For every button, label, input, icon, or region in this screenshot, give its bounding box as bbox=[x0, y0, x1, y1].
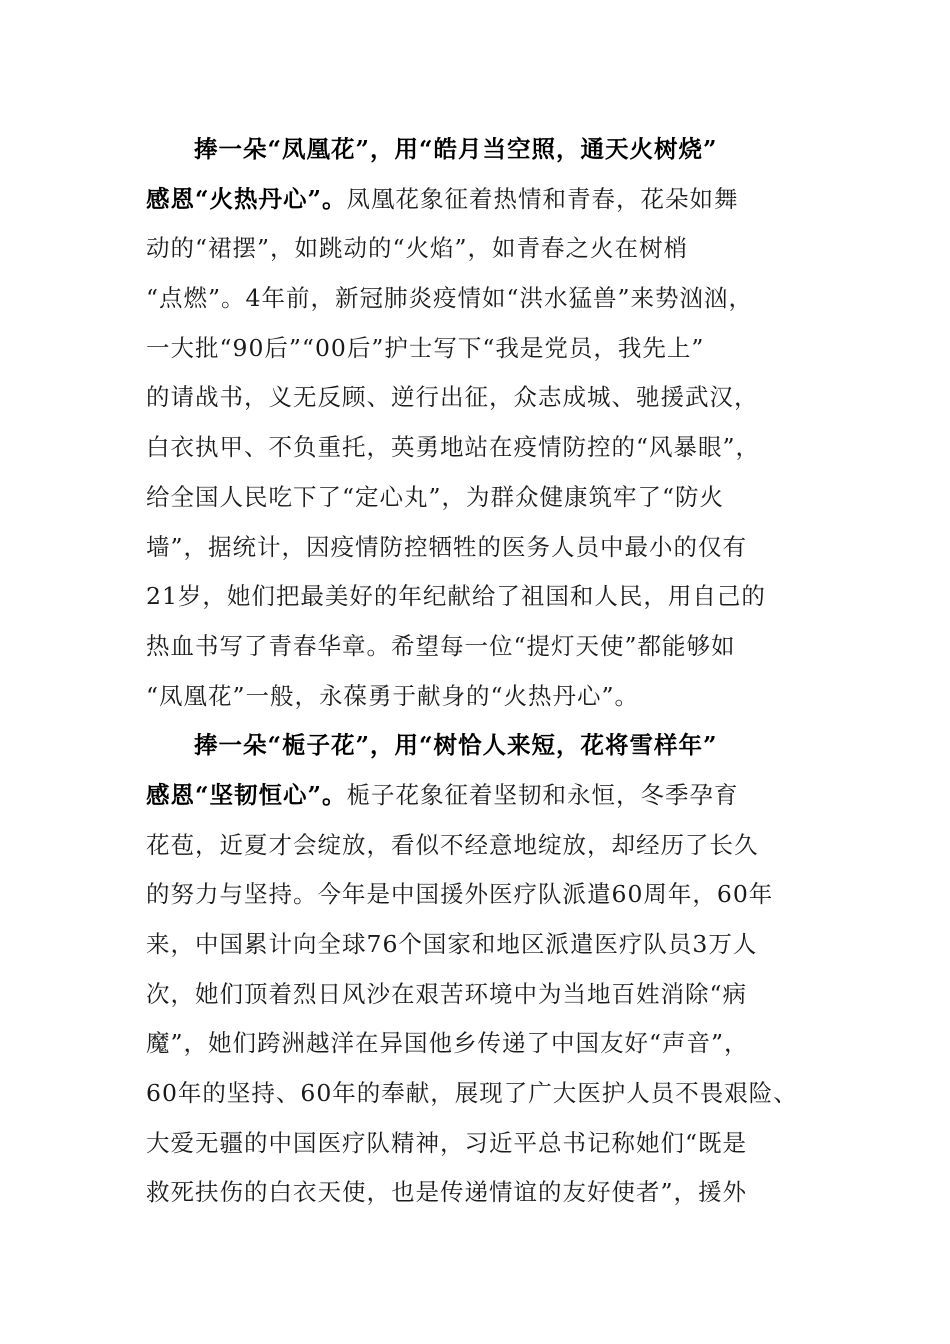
text-line bbox=[146, 523, 816, 573]
text-line bbox=[146, 324, 816, 374]
text-line bbox=[146, 870, 816, 920]
body-text: 魔”，她们跨洲越洋在异国他乡传递了中国友好“声音”， bbox=[146, 1029, 749, 1058]
text-line bbox=[146, 970, 816, 1020]
text-line bbox=[146, 175, 816, 225]
body-text: 墙”，据统计，因疫情防控牺牲的医务人员中最小的仅有 bbox=[146, 532, 748, 561]
heading-text: 感恩“坚韧恒心”。 bbox=[146, 780, 347, 809]
text-line bbox=[146, 1119, 816, 1169]
text-line bbox=[146, 1168, 816, 1218]
document-body bbox=[146, 125, 816, 1218]
text-line bbox=[146, 373, 816, 423]
text-line bbox=[146, 771, 816, 821]
body-text: 60年的坚持、60年的奉献，展现了广大医护人员不畏艰险、 bbox=[146, 1079, 798, 1108]
heading-text: 捧一朵“栀子花”，用“树恰人来短，花将雪样年” bbox=[194, 731, 718, 760]
body-text: 花苞，近夏才会绽放，看似不经意地绽放，却经历了长久 bbox=[146, 830, 759, 859]
body-text: 的请战书，义无反顾、逆行出征，众志成城、驰援武汉， bbox=[146, 383, 759, 412]
body-text: 次，她们顶着烈日风沙在艰苦环境中为当地百姓消除“病 bbox=[146, 979, 748, 1008]
body-text: 一大批“90后”“00后”护士写下“我是党员，我先上” bbox=[146, 333, 705, 362]
body-text: 白衣执甲、不负重托，英勇地站在疫情防控的“风暴眼”， bbox=[146, 433, 761, 462]
text-line bbox=[146, 920, 816, 970]
body-text: 的努力与坚持。今年是中国援外医疗队派遣60周年，60年 bbox=[146, 880, 774, 909]
text-line bbox=[146, 125, 816, 175]
body-text: 栀子花象征着坚韧和永恒，冬季孕育 bbox=[346, 780, 739, 809]
body-text: “点燃”。4年前，新冠肺炎疫情如“洪水猛兽”来势汹汹， bbox=[146, 284, 754, 313]
body-text: 救死扶伤的白衣天使，也是传递情谊的友好使者”，援外 bbox=[146, 1178, 748, 1207]
text-line bbox=[146, 672, 816, 722]
text-line bbox=[146, 473, 816, 523]
heading-text: 感恩“火热丹心”。 bbox=[146, 184, 347, 213]
body-text: 大爱无疆的中国医疗队精神，习近平总书记称她们“既是 bbox=[146, 1128, 748, 1157]
text-line bbox=[146, 423, 816, 473]
text-line bbox=[146, 274, 816, 324]
body-text: 给全国人民吃下了“定心丸”，为群众健康筑牢了“防火 bbox=[146, 482, 725, 511]
text-line bbox=[146, 721, 816, 771]
body-text: 21岁，她们把最美好的年纪献给了祖国和人民，用自己的 bbox=[146, 582, 766, 611]
body-text: 动的“裙摆”，如跳动的“火焰”，如青春之火在树梢 bbox=[146, 234, 689, 263]
body-text: 热血书写了青春华章。希望每一位“提灯天使”都能够如 bbox=[146, 631, 736, 660]
text-line bbox=[146, 1069, 816, 1119]
text-line bbox=[146, 572, 816, 622]
body-text: 来，中国累计向全球76个国家和地区派遣医疗队员3万人 bbox=[146, 930, 758, 958]
text-line bbox=[146, 1019, 816, 1069]
text-line bbox=[146, 821, 816, 871]
body-text: 凤凰花象征着热情和青春，花朵如舞 bbox=[346, 184, 739, 213]
text-line bbox=[146, 224, 816, 274]
heading-text: 捧一朵“凤凰花”，用“皓月当空照，通天火树烧” bbox=[194, 135, 718, 163]
body-text: “凤凰花”一般，永葆勇于献身的“火热丹心”。 bbox=[146, 681, 640, 710]
text-line bbox=[146, 622, 816, 672]
